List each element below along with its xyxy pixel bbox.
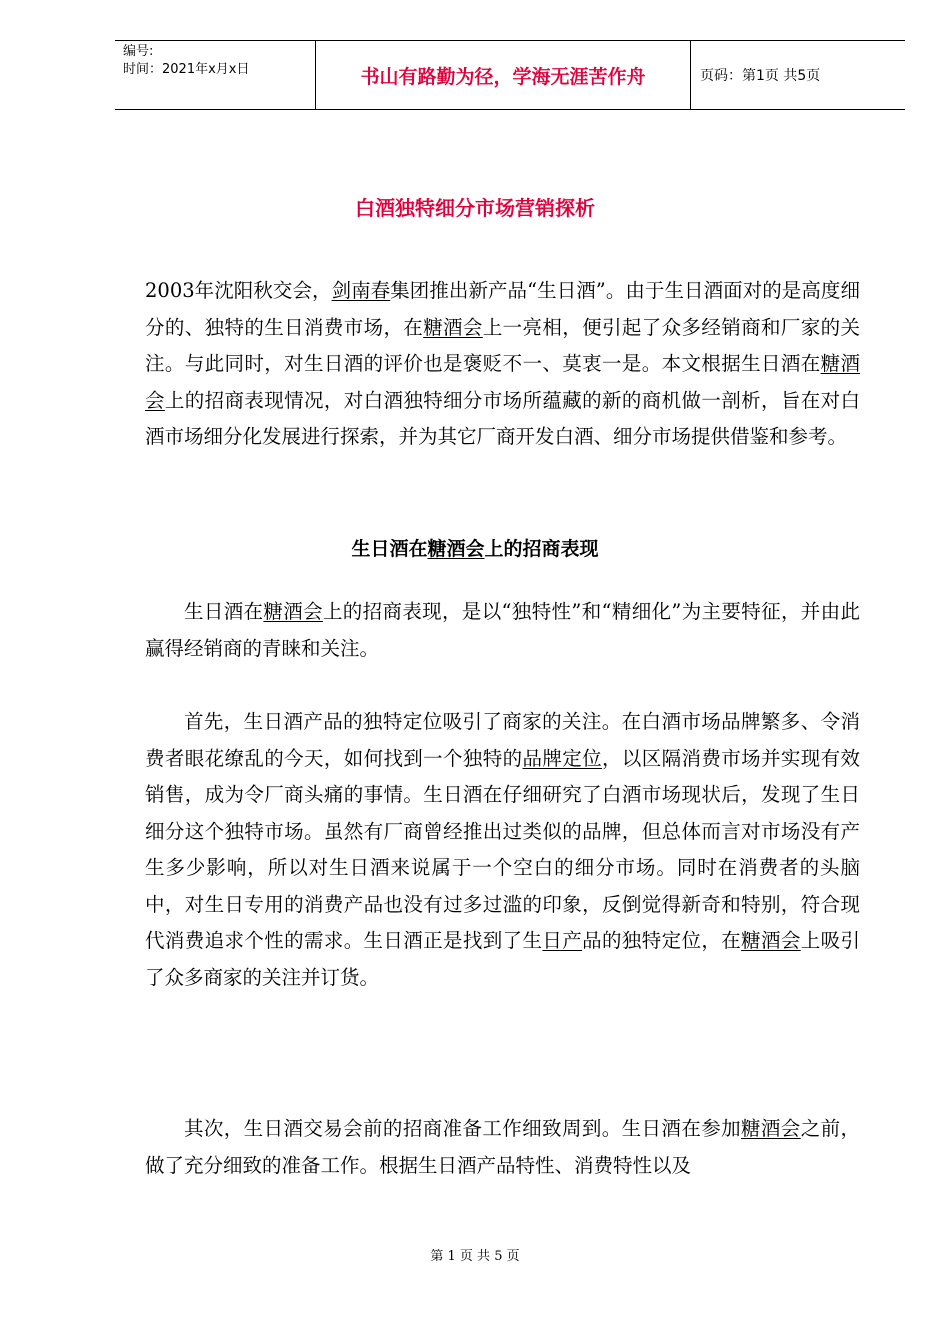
page-footer: 第 1 页 共 5 页: [430, 1249, 520, 1264]
text-run: 其次，生日酒交易会前的招商准备工作细致周到。生日酒在参加: [184, 1117, 741, 1140]
body-paragraph: [145, 594, 860, 667]
link-riChan[interactable]: 日产: [542, 929, 583, 952]
text-run: 2003年沈阳秋交会，: [145, 279, 332, 302]
text-run: 品的独特定位，在: [582, 929, 742, 952]
section-heading: [0, 534, 950, 561]
document-header: [115, 40, 905, 110]
document-title: 白酒独特细分市场营销探析: [355, 196, 595, 220]
link-tangjiuhui[interactable]: 糖酒会: [741, 929, 801, 952]
text-run: 上的招商表现情况，对白酒独特细分市场所蕴藏的新的商机做一剖析，旨在对白酒市场细分化发展进行探索，并为其它厂商开发白酒、细分市场提供借鉴和参考。: [145, 388, 860, 448]
link-tangjiuhui[interactable]: 糖酒会: [427, 538, 485, 560]
header-page-label: 页码：第1页 共5页: [700, 68, 821, 84]
link-tangjiuhui[interactable]: 糖酒会: [145, 352, 860, 412]
number-label: 编号:: [123, 44, 154, 59]
body-paragraph: [145, 704, 860, 996]
link-tangjiuhui[interactable]: 糖酒会: [423, 315, 483, 339]
text-run: 生日酒在: [184, 600, 264, 623]
text-run: 上的招商表现: [484, 538, 599, 560]
text-run: 上的招商表现，是以“独特性”和“精细化”为主要特征，并由此赢得经销商的青睐和关注。: [145, 600, 860, 660]
link-tangjiuhui[interactable]: 糖酒会: [741, 1117, 801, 1140]
text-run: 集团推出新产品“生日酒”。由于生日酒面对的是高度细分的、独特的生日消费市场，在: [145, 279, 860, 339]
link-tangjiuhui[interactable]: 糖酒会: [263, 600, 323, 623]
body-paragraph: [145, 1111, 860, 1184]
text-run: 首先，生日酒产品的独特定位吸引了商家的关注。在白酒市场品牌繁多、令消费者眼花缭乱的今天，如何找到一个独特的: [145, 710, 860, 770]
header-motto: 书山有路勤为径，学海无涯苦作舟: [315, 41, 691, 109]
intro-paragraph: [145, 273, 860, 456]
text-run: 上吸引了众多商家的关注并订货。: [145, 929, 860, 989]
link-jiannanchun[interactable]: 剑南春: [331, 279, 391, 302]
text-run: 生日酒在: [351, 538, 428, 560]
link-brand-positioning[interactable]: 品牌定位: [522, 746, 603, 770]
header-meta-cell: [115, 41, 315, 109]
text-run: ，以区隔消费市场并实现有效销售，成为令厂商头痛的事情。生日酒在仔细研究了白酒市场现状后，发现了生日细分这个独特市场。虽然有厂商曾经推出过类似的品牌，但总体而言对市场没有产生多少影响，所以对生日酒来说属于一个空白的细分市场。同时在消费者的头脑中，对生日专用的消费产品也没有过多过滥的印象，反倒觉得新奇和特别，符合现代消费追求个性的需求。生日酒正是找到了生: [145, 746, 860, 952]
time-label: 时间：2021年x月x日: [123, 62, 250, 77]
text-run: 之前，做了充分细致的准备工作。根据生日酒产品特性、消费特性以及: [145, 1117, 860, 1177]
text-run: 上一亮相，便引起了众多经销商和厂家的关注。与此同时，对生日酒的评价也是褒贬不一、莫衷一是。本文根据生日酒在: [145, 315, 860, 375]
